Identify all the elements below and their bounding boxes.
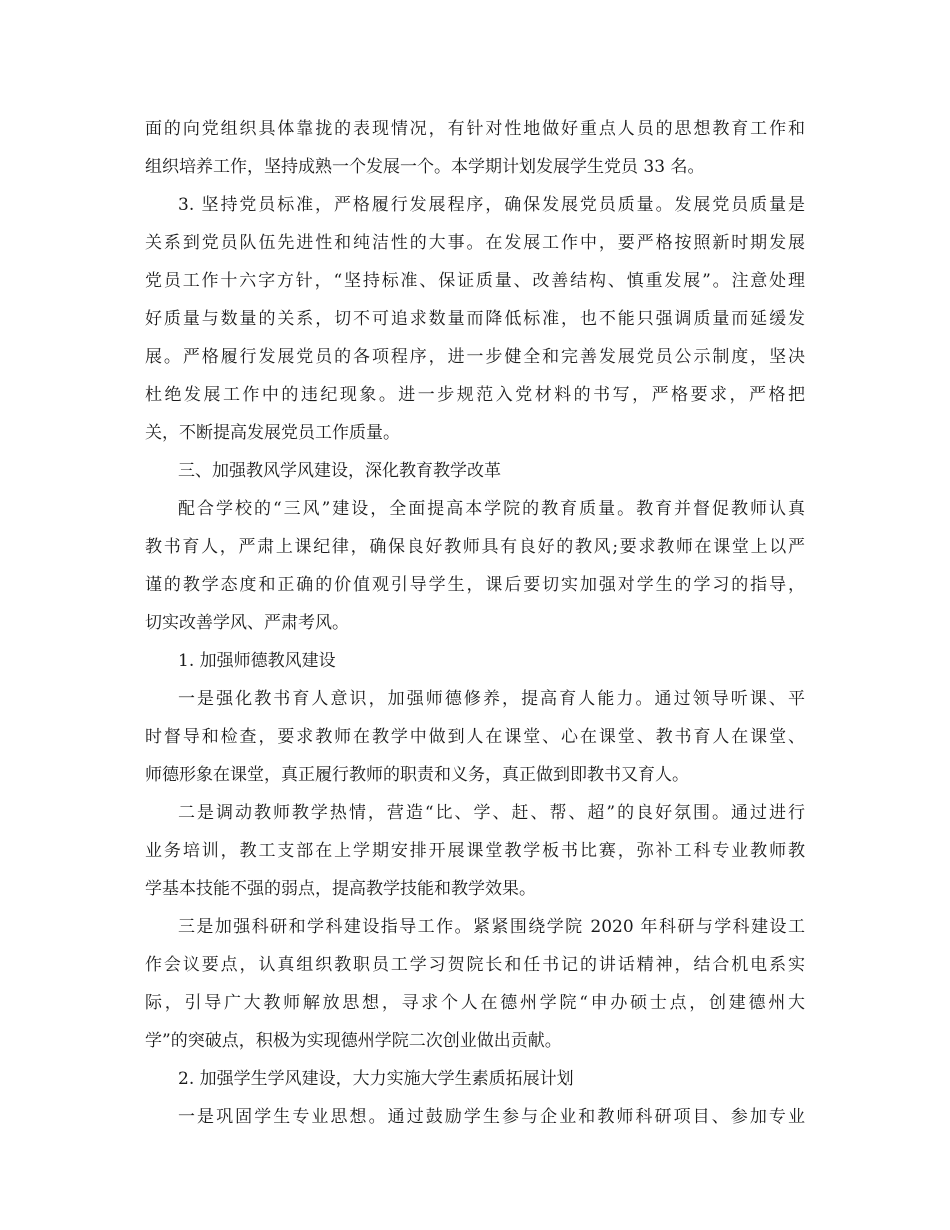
subsection-heading: 1. 加强师德教风建设 — [178, 651, 336, 671]
text-line: 学基本技能不强的弱点，提高教学技能和教学效果。 — [145, 879, 536, 899]
document-body — [145, 110, 805, 1136]
text-line: 谨的教学态度和正确的价值观引导学生，课后要切实加强对学生的学习的指导， — [145, 575, 805, 595]
text-line: 展。严格履行发展党员的各项程序，进一步健全和完善发展党员公示制度，坚决 — [145, 347, 805, 367]
text-line: 面的向党组织具体靠拢的表现情况，有针对性地做好重点人员的思想教育工作和 — [145, 119, 805, 139]
text-line: 杜绝发展工作中的违纪现象。进一步规范入党材料的书写，严格要求，严格把 — [145, 385, 805, 405]
text-line: 切实改善学风、严肃考风。 — [145, 613, 349, 633]
text-line: 师德形象在课堂，真正履行教师的职责和义务，真正做到即教书又育人。 — [145, 765, 689, 785]
text-line: 一是巩固学生专业思想。通过鼓励学生参与企业和教师科研项目、参加专业 — [178, 1107, 805, 1127]
text-line: 时督导和检查，要求教师在教学中做到人在课堂、心在课堂、教书育人在课堂、 — [145, 727, 805, 747]
text-line: 教书育人，严肃上课纪律，确保良好教师具有良好的教风;要求教师在课堂上以严 — [145, 537, 805, 557]
text-line: 一是强化教书育人意识，加强师德修养，提高育人能力。通过领导听课、平 — [178, 689, 805, 709]
text-line: 际，引导广大教师解放思想，寻求个人在德州学院“申办硕士点，创建德州大 — [145, 993, 805, 1013]
text-line: 关，不断提高发展党员工作质量。 — [145, 423, 400, 443]
text-line: 配合学校的“三风”建设，全面提高本学院的教育质量。教育并督促教师认真 — [178, 499, 805, 519]
text-line: 作会议要点，认真组织教职员工学习贺院长和任书记的讲话精神，结合机电系实 — [145, 955, 805, 975]
section-heading: 三、加强教风学风建设，深化教育教学改革 — [178, 461, 501, 481]
text-line: 学”的突破点，积极为实现德州学院二次创业做出贡献。 — [145, 1031, 562, 1051]
text-line: 业务培训，教工支部在上学期安排开展课堂教学板书比赛，弥补工科专业教师教 — [145, 841, 805, 861]
text-line: 3. 坚持党员标准，严格履行发展程序，确保发展党员质量。发展党员质量是 — [178, 195, 805, 215]
subsection-heading: 2. 加强学生学风建设，大力实施大学生素质拓展计划 — [178, 1069, 574, 1089]
text-line: 好质量与数量的关系，切不可追求数量而降低标准，也不能只强调质量而延缓发 — [145, 309, 805, 329]
text-line: 党员工作十六字方针，“坚持标准、保证质量、改善结构、慎重发展”。注意处理 — [145, 271, 805, 291]
text-line: 关系到党员队伍先进性和纯洁性的大事。在发展工作中，要严格按照新时期发展 — [145, 233, 805, 253]
text-line: 三是加强科研和学科建设指导工作。紧紧围绕学院 2020 年科研与学科建设工 — [178, 917, 805, 937]
text-line: 组织培养工作，坚持成熟一个发展一个。本学期计划发展学生党员 33 名。 — [145, 157, 705, 177]
text-line: 二是调动教师教学热情，营造“比、学、赶、帮、超”的良好氛围。通过进行 — [178, 803, 805, 823]
